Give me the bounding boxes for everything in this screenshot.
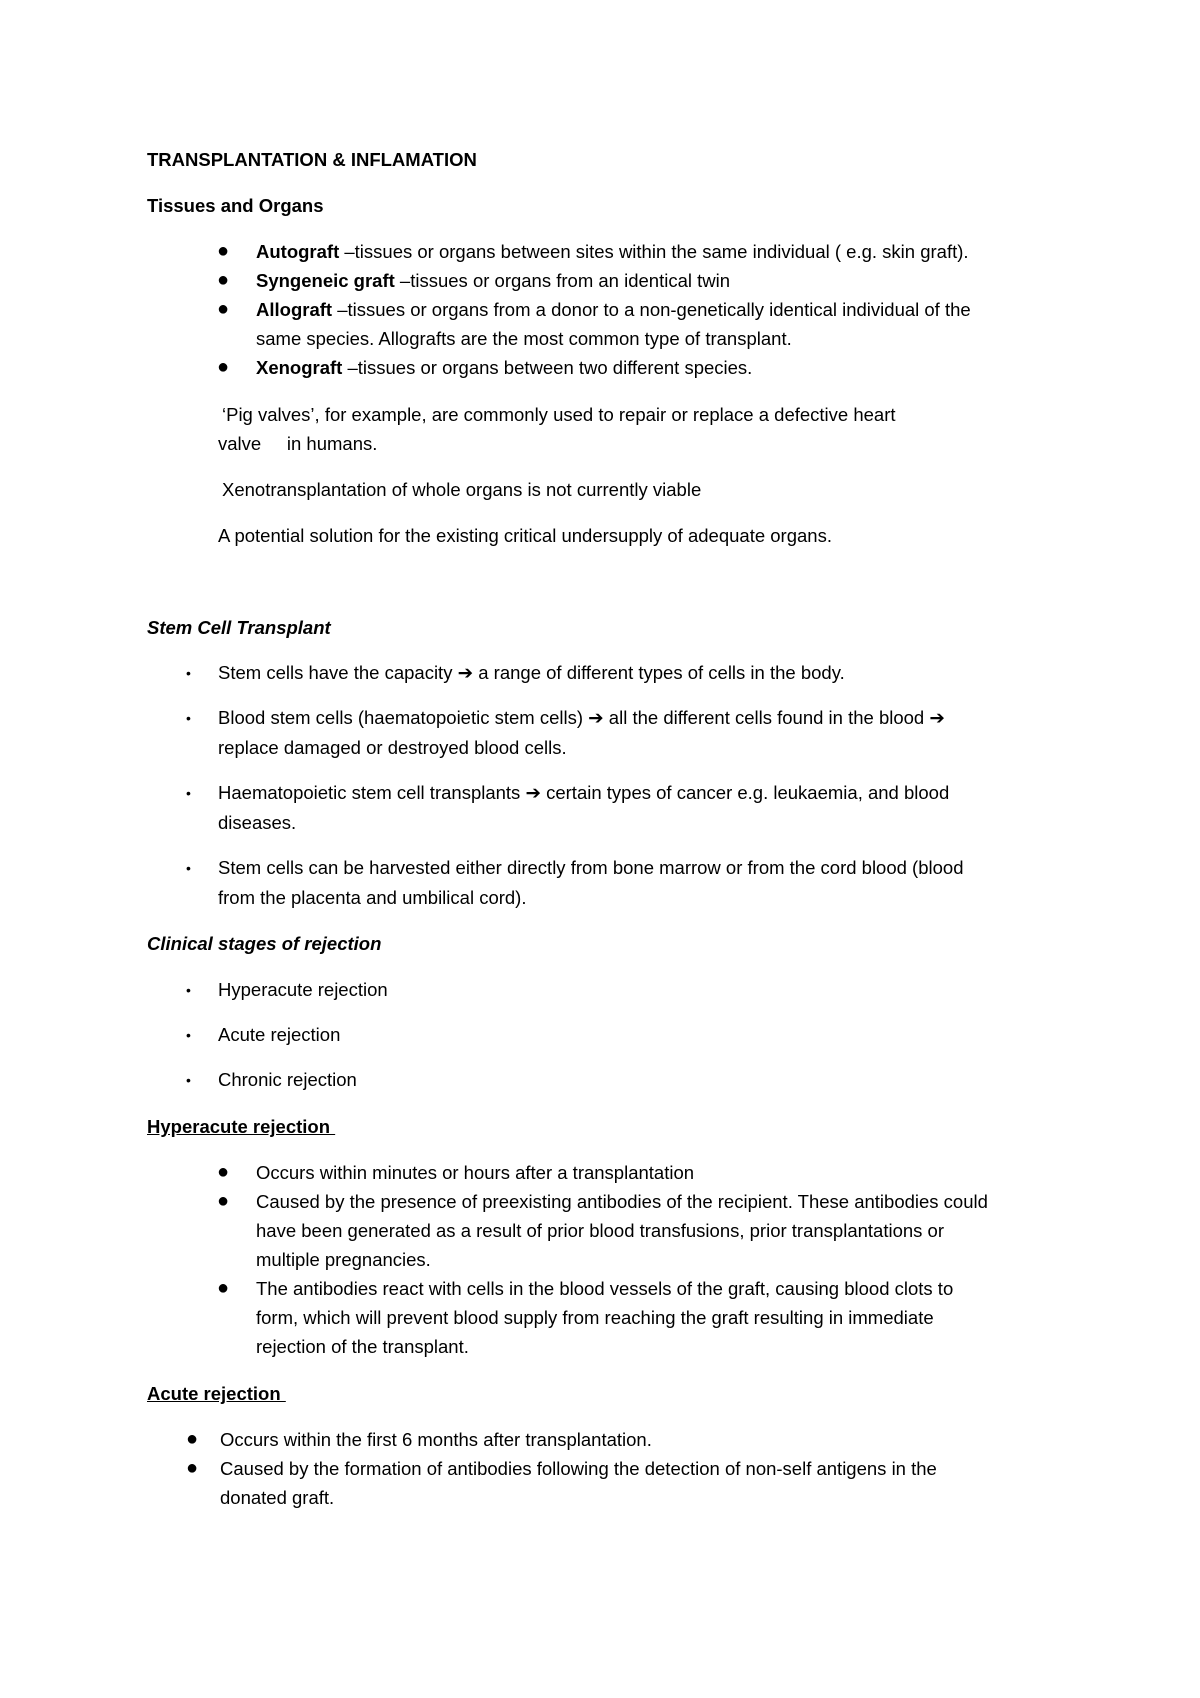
list-item: Acute rejection: [218, 1024, 341, 1045]
list-item: Blood stem cells (haematopoietic stem cells) ➔ all the different cells found in the blood ➔: [218, 707, 945, 728]
section-heading-hyperacute: Hyperacute rejection: [147, 1116, 336, 1137]
bullet-icon: ●: [217, 298, 230, 320]
paragraph: valve in humans.: [218, 433, 378, 454]
bullet-icon: ●: [217, 269, 230, 291]
list-item-continuation: form, which will prevent blood supply from reaching the graft resulting in immediate: [256, 1307, 934, 1328]
bullet-icon: ●: [217, 356, 230, 378]
paragraph: Xenotransplantation of whole organs is not currently viable: [222, 479, 702, 500]
list-item-continuation: from the placenta and umbilical cord).: [218, 887, 527, 908]
list-item: Occurs within the first 6 months after transplantation.: [220, 1429, 652, 1450]
bullet-icon: •: [186, 1072, 191, 1088]
list-item-continuation: same species. Allografts are the most common type of transplant.: [256, 328, 792, 349]
list-item: Haematopoietic stem cell transplants ➔ certain types of cancer e.g. leukaemia, and blood: [218, 782, 950, 803]
document-title: TRANSPLANTATION & INFLAMATION: [147, 149, 477, 170]
list-item: Hyperacute rejection: [218, 979, 388, 1000]
list-item-continuation: diseases.: [218, 812, 297, 833]
list-item: Caused by the presence of preexisting antibodies of the recipient. These antibodies could: [256, 1191, 988, 1212]
list-item-continuation: rejection of the transplant.: [256, 1336, 469, 1357]
arrow-right-icon: ➔: [929, 707, 945, 728]
list-item: Xenograft –tissues or organs between two different species.: [256, 357, 753, 378]
bullet-icon: ●: [186, 1457, 199, 1479]
bullet-icon: ●: [186, 1428, 199, 1450]
list-item-continuation: multiple pregnancies.: [256, 1249, 431, 1270]
list-item-continuation: replace damaged or destroyed blood cells.: [218, 737, 567, 758]
bullet-icon: •: [186, 982, 191, 998]
bullet-icon: •: [186, 1027, 191, 1043]
list-item: Allograft –tissues or organs from a donor to a non-genetically identical individual of the: [256, 299, 971, 320]
bullet-icon: •: [186, 710, 191, 726]
bullet-icon: •: [186, 665, 191, 681]
list-item: The antibodies react with cells in the blood vessels of the graft, causing blood clots to: [256, 1278, 954, 1299]
section-heading-stem-cell: Stem Cell Transplant: [147, 617, 331, 638]
bullet-icon: •: [186, 860, 191, 876]
bullet-icon: ●: [217, 240, 230, 262]
list-item: Stem cells can be harvested either directly from bone marrow or from the cord blood (blood: [218, 857, 964, 878]
list-item-continuation: donated graft.: [220, 1487, 335, 1508]
bullet-icon: ●: [217, 1190, 230, 1212]
list-item: Caused by the formation of antibodies following the detection of non-self antigens in the: [220, 1458, 937, 1479]
list-item: Occurs within minutes or hours after a transplantation: [256, 1162, 695, 1183]
list-item: Autograft –tissues or organs between sites within the same individual ( e.g. skin graft).: [256, 241, 969, 262]
paragraph: ‘Pig valves’, for example, are commonly used to repair or replace a defective heart: [222, 404, 896, 425]
bullet-icon: ●: [217, 1277, 230, 1299]
list-item: Stem cells have the capacity ➔ a range of different types of cells in the body.: [218, 662, 845, 683]
bullet-icon: •: [186, 785, 191, 801]
list-item: Chronic rejection: [218, 1069, 357, 1090]
arrow-right-icon: ➔: [588, 707, 604, 728]
arrow-right-icon: ➔: [525, 782, 541, 803]
arrow-right-icon: ➔: [457, 662, 474, 683]
bullet-icon: ●: [217, 1161, 230, 1183]
section-heading-acute: Acute rejection: [147, 1383, 286, 1404]
section-heading-tissues: Tissues and Organs: [147, 195, 324, 216]
paragraph: A potential solution for the existing critical undersupply of adequate organs.: [218, 525, 832, 546]
section-heading-clinical-stages: Clinical stages of rejection: [147, 933, 382, 954]
list-item-continuation: have been generated as a result of prior blood transfusions, prior transplantations or: [256, 1220, 944, 1241]
list-item: Syngeneic graft –tissues or organs from an identical twin: [256, 270, 731, 291]
